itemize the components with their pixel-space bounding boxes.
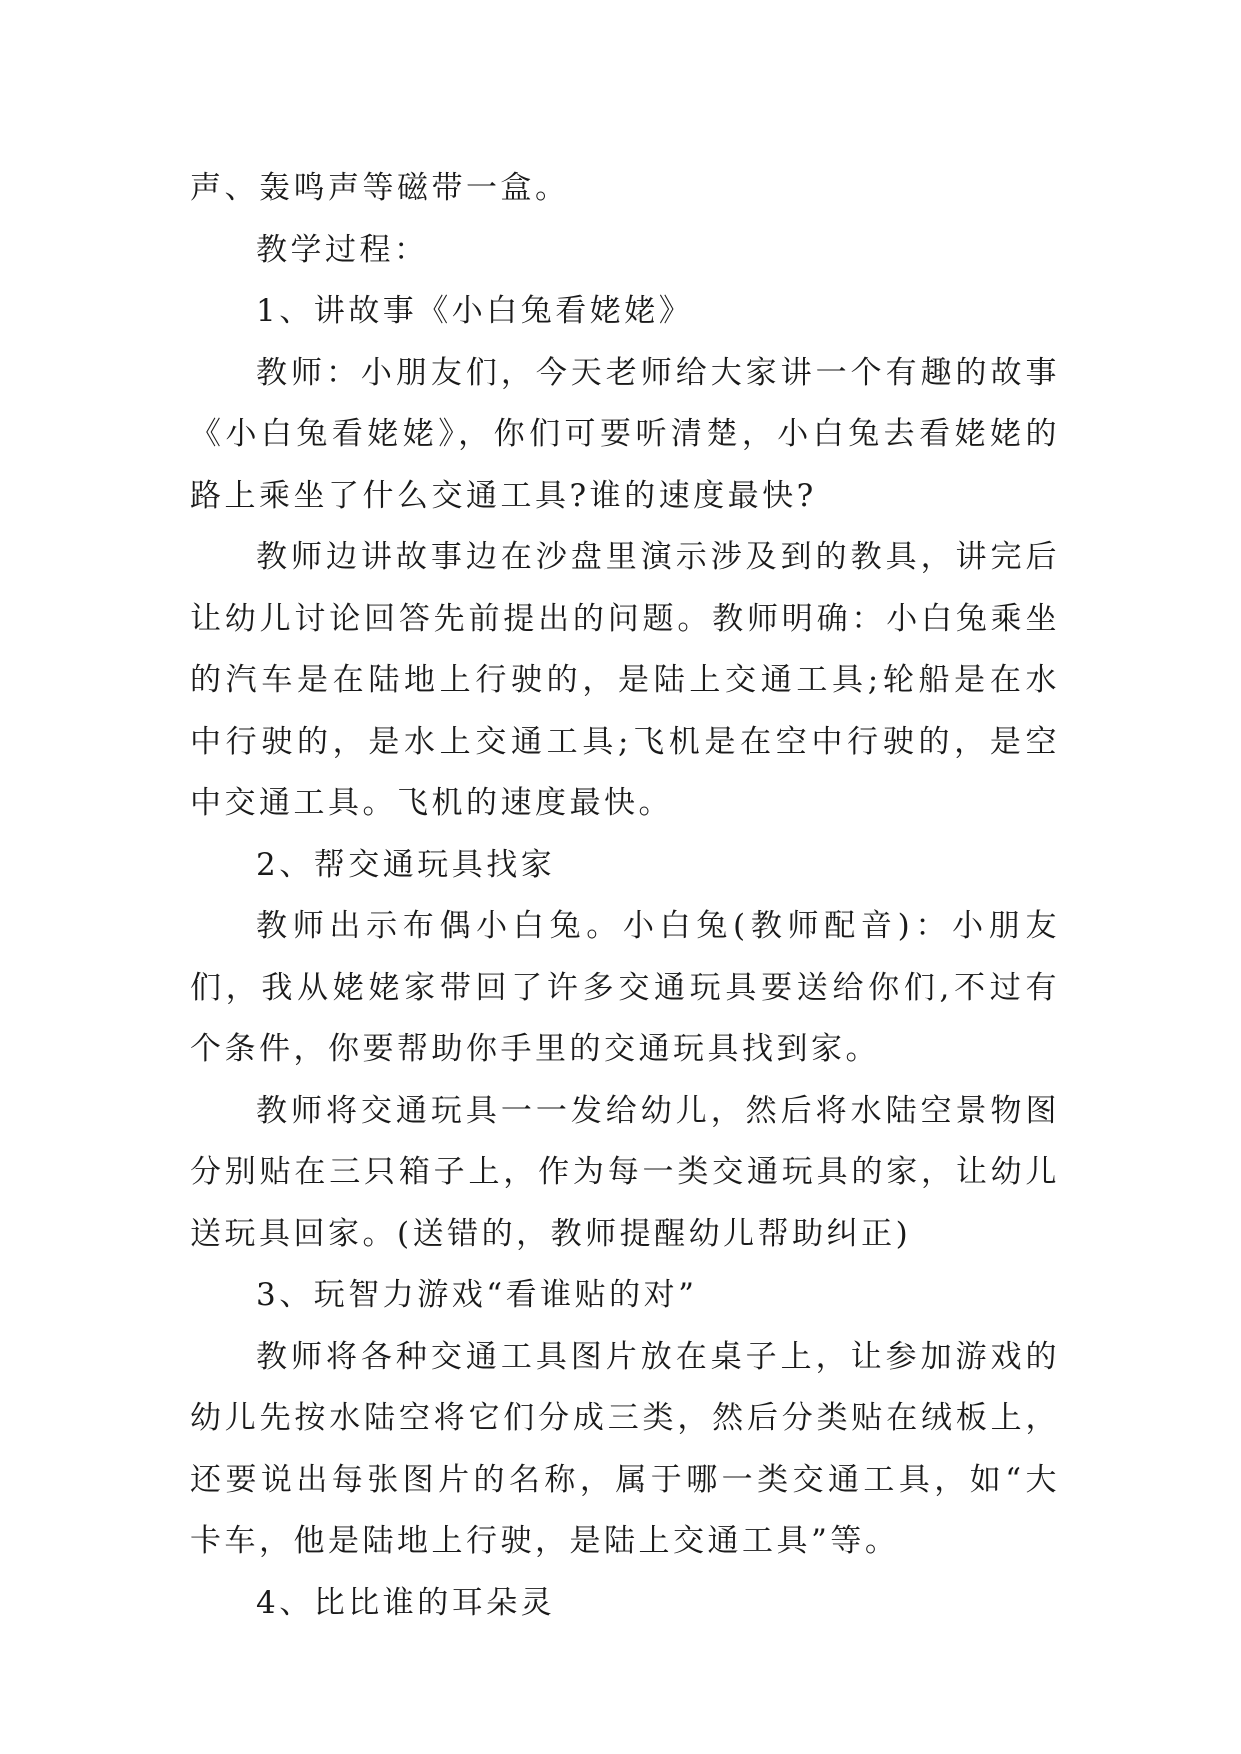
paragraph: 教师将交通玩具一一发给幼儿，然后将水陆空景物图分别贴在三只箱子上，作为每一类交通玩具的家，让幼儿送玩具回家。(送错的，教师提醒幼儿帮助纠正) (190, 1092, 1060, 1252)
paragraph: 声、轰鸣声等磁带一盒。 (190, 170, 570, 206)
paragraph: 教师出示布偶小白兔。小白兔(教师配音)：小朋友们，我从姥姥家带回了许多交通玩具要送给你们,不过有个条件，你要帮助你手里的交通玩具找到家。 (190, 908, 1060, 1067)
paragraph: 教师将各种交通工具图片放在桌子上，让参加游戏的幼儿先按水陆空将它们分成三类，然后分类贴在绒板上，还要说出每张图片的名称，属于哪一类交通工具，如“大卡车，他是陆地上行驶，是陆上交通工具”等。 (190, 1338, 1060, 1559)
section-heading: 1、讲故事《小白兔看姥姥》 (256, 293, 694, 329)
section-heading: 4、比比谁的耳朵灵 (256, 1584, 556, 1621)
document-body (190, 158, 1060, 1634)
section-heading: 3、玩智力游戏“看谁贴的对” (256, 1277, 698, 1313)
section-heading: 2、帮交通玩具找家 (256, 846, 556, 883)
paragraph: 教师边讲故事边在沙盘里演示涉及到的教具，讲完后让幼儿讨论回答先前提出的问题。教师明确：小白兔乘坐的汽车是在陆地上行驶的，是陆上交通工具;轮船是在水中行驶的，是水上交通工具;飞机是在空中行驶的，是空中交通工具。飞机的速度最快。 (190, 539, 1060, 821)
paragraph: 教学过程： (256, 231, 429, 268)
paragraph: 教师：小朋友们，今天老师给大家讲一个有趣的故事《小白兔看姥姥》，你们可要听清楚，小白兔去看姥姥的路上乘坐了什么交通工具?谁的速度最快? (190, 354, 1060, 514)
